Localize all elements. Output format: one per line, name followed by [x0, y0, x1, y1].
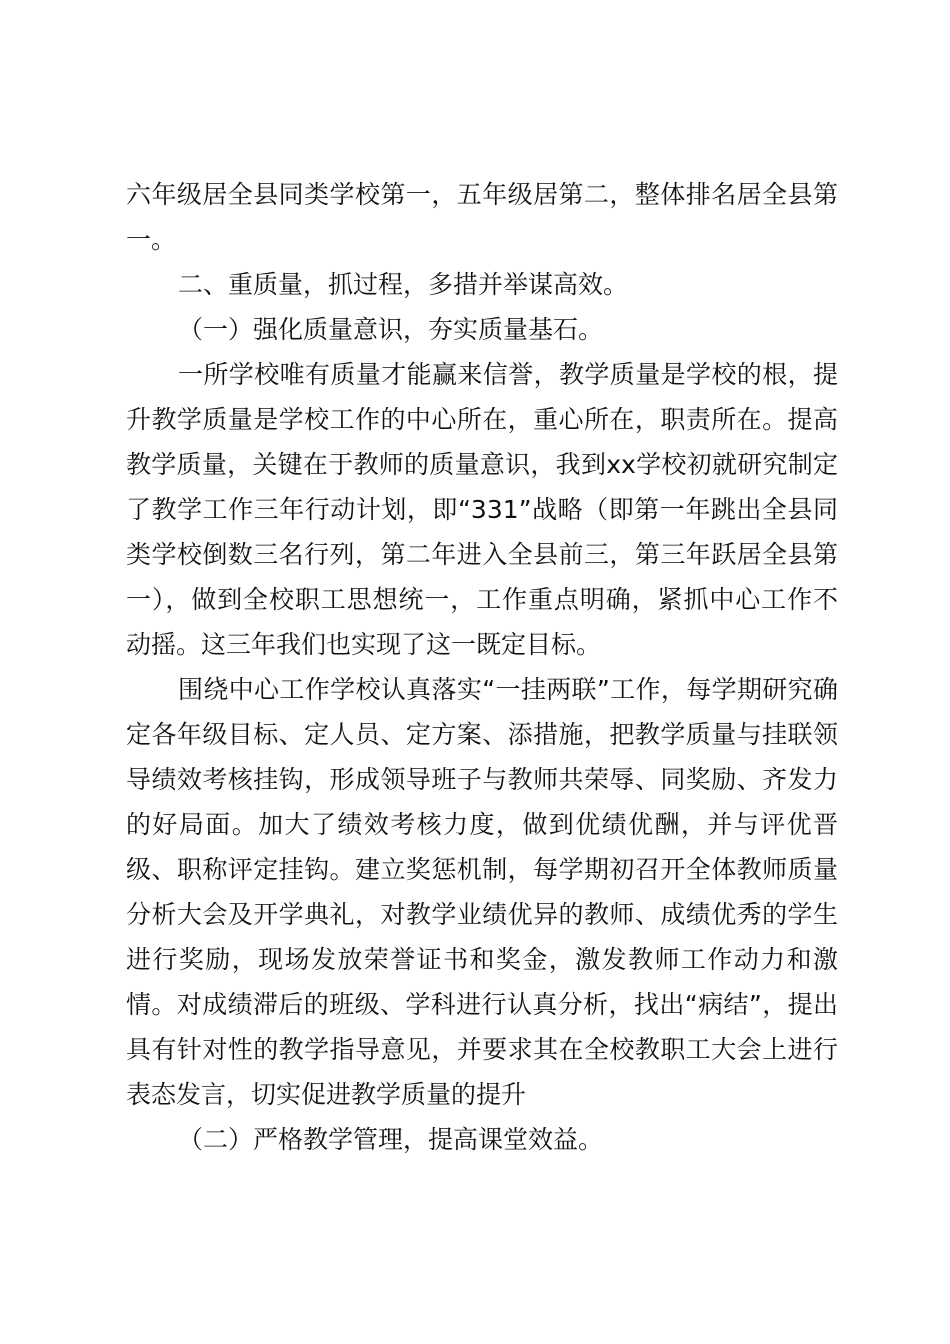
document-body [126, 172, 838, 1162]
section-heading: 二、重质量，抓过程，多措并举谋高效。 [178, 270, 629, 299]
subsection-heading-2: （二）严格教学管理，提高课堂效益。 [178, 1125, 604, 1154]
body-paragraph-2: 围绕中心工作学校认真落实“一挂两联”工作，每学期研究确定各年级目标、定人员、定方案、添措施，把教学质量与挂联领导绩效考核挂钩，形成领导班子与教师共荣辱、同奖励、齐发力的好局面。加大了绩效考核力度，做到优绩优酬，并与评优晋级、职称评定挂钩。建立奖惩机制，每学期初召开全体教师质量分析大会及开学典礼，对教学业绩优异的教师、成绩优秀的学生进行奖励，现场发放荣誉证书和奖金，激发教师工作动力和激情。对成绩滞后的班级、学科进行认真分析，找出“病结”，提出具有针对性的教学指导意见，并要求其在全校教职工大会上进行表态发言，切实促进教学质量的提升 [126, 675, 838, 1109]
subsection-heading-1: （一）强化质量意识，夯实质量基石。 [178, 315, 604, 344]
body-paragraph-1: 一所学校唯有质量才能赢来信誉，教学质量是学校的根，提升教学质量是学校工作的中心所在，重心所在，职责所在。提高教学质量，关键在于教师的质量意识，我到xx学校初就研究制定了教学工作三年行动计划，即“331”战略（即第一年跳出全县同类学校倒数三名行列，第二年进入全县前三，第三年跃居全县第一），做到全校职工思想统一，工作重点明确，紧抓中心工作不动摇。这三年我们也实现了这一既定目标。 [126, 360, 838, 659]
paragraph-continuation: 六年级居全县同类学校第一，五年级居第二，整体排名居全县第一。 [126, 180, 838, 254]
